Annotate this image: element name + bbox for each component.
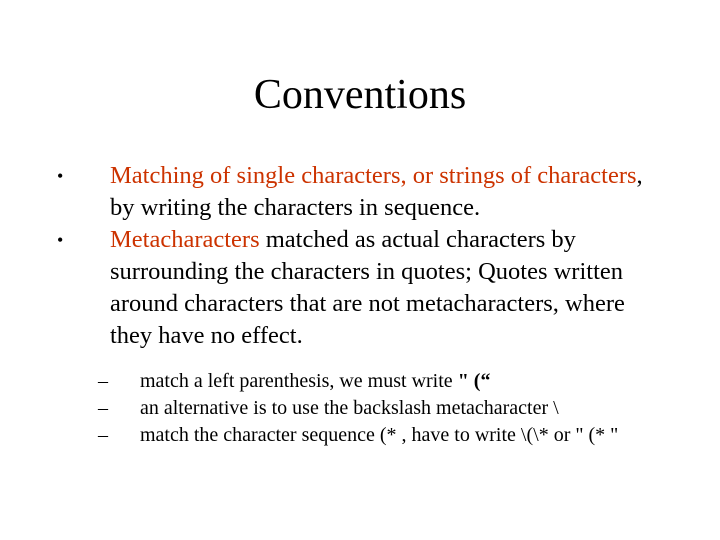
bullet-highlight-text: Metacharacters: [110, 226, 260, 253]
sub-item-text: match the character sequence (* , have to write \(\* or " (* ": [140, 424, 619, 446]
bullet-item-2: [0, 224, 670, 352]
slide-title: Conventions: [253, 72, 467, 118]
dash-icon: –: [98, 424, 108, 446]
bullet-list: [0, 160, 720, 449]
bullet-dot-icon: •: [57, 230, 64, 250]
dash-icon: –: [98, 370, 108, 392]
sub-item-text: an alternative is to use the backslash metacharacter \: [140, 397, 559, 419]
dash-icon: –: [98, 397, 108, 419]
bullet-highlight-text: Matching of single characters, or strings of characters: [110, 162, 637, 189]
sub-item-bold-text: " (“: [457, 370, 491, 392]
sub-item-2: [0, 395, 680, 422]
bullet-text: , by writing the characters in sequence.: [110, 162, 643, 221]
sub-item-3: [0, 422, 680, 449]
sub-item-1: [0, 368, 680, 395]
bullet-text: matched as actual characters by surrounding the characters in quotes; Quotes written around characters that are not metacharacters, where they have no effect.: [110, 226, 625, 349]
bullet-dot-icon: •: [57, 166, 64, 186]
bullet-item-1: [0, 160, 670, 224]
sub-bullet-list: [0, 368, 720, 449]
sub-item-text: match a left parenthesis, we must write: [140, 370, 458, 392]
